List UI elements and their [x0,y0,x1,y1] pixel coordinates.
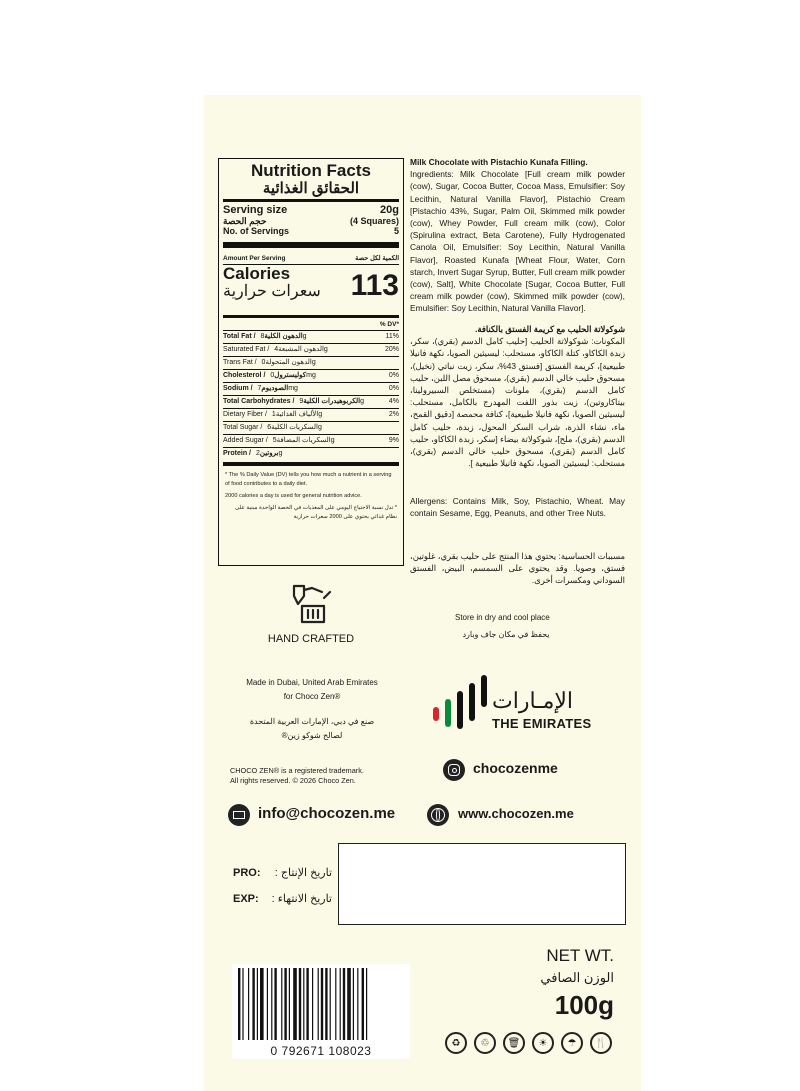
nutrient-dv: 20% [384,346,399,353]
nutrient-row [223,408,399,421]
nutrient-name: Total Sugar / السكريات الكلية [223,424,318,431]
nutrient-label [223,448,282,460]
nutrient-name: Total Carbohydrates / الكربوهيدرات الكلية [223,398,361,405]
pro-label-ar: تاريخ الإنتاج : [274,867,332,879]
serving-size-ar: حجم الحصة [223,216,267,226]
calories-value: 113 [350,269,399,302]
instagram-icon [443,759,465,781]
net-weight-value: 100g [554,990,614,1020]
nutrition-title: Nutrition Facts [251,161,371,180]
nutrition-title-ar: الحقائق الغذائية [262,180,360,197]
nutrient-label [223,383,298,395]
umbrella-icon: ☂ [561,1032,583,1054]
nutrient-label [223,344,328,356]
nutrient-amount: 2g [255,450,283,457]
food-safe-icon: 🍴 [590,1032,612,1054]
ingredients-ar [410,323,625,469]
ingredients-title-ar: شوكولاتة الحليب مع كريمة الفستق بالكنافة. [475,324,625,334]
sun-icon: ☀ [532,1032,554,1054]
nutrient-amount: 8g [260,333,307,340]
recycle-arrows-icon: ♲ [474,1032,496,1054]
nutrient-row [223,395,399,408]
nutrient-row [223,369,399,382]
instagram-handle[interactable]: chocozenme [473,760,558,776]
calories-label: Calories [223,264,291,283]
nutrient-row [223,382,399,395]
serving-size-label: Serving size [223,204,288,216]
nutrient-label [223,357,316,369]
nutrient-row [223,434,399,447]
allergens-ar: مسببات الحساسية: يحتوي هذا المنتج على حليب بقري، غلوتين، فستق، وصويا. وقد يحتوي على السمسم، البيض، الفستق السوداني ومكسرات أخرى. [410,551,625,586]
servings-label: No. of Servings [223,226,290,236]
made-in-line: Made in Dubai, United Arab Emirates [246,678,378,687]
nutrient-label [223,409,322,421]
nutrient-name: Added Sugar / السكريات المضافة [223,437,331,444]
trademark [230,766,364,786]
nutrient-name: Saturated Fat / الدهون المشبعة [223,346,324,353]
trademark-line-1: CHOCO ZEN® is a registered trademark. [230,766,364,775]
nutrient-label [223,370,316,382]
nutrient-row [223,343,399,356]
amount-per-serving: Amount Per Serving [223,255,286,262]
nutrient-dv: 0% [388,385,399,392]
nutrient-amount: 0mg [270,372,316,379]
made-in-ar [220,715,404,743]
ingredients-en [410,156,625,315]
nutrient-amount: 9g [299,398,365,405]
nutrient-name: Cholesterol / كوليسترول [223,372,307,379]
net-wt-label-ar: الوزن الصافي [540,970,614,985]
nutrient-amount: 0g [261,359,316,366]
email-icon [228,804,250,826]
barcode-number: 0 792671 108023 [270,1044,372,1058]
barcode-bars [232,968,410,1044]
nutrient-amount: 7mg [257,385,298,392]
hand-crafted-label: HAND CRAFTED [267,633,355,645]
allergens-en: Allergens: Contains Milk, Soy, Pistachio, Wheat. May contain Sesame, Egg, Peanuts, and other Tree Nuts. [410,496,625,519]
storage-text: Store in dry and cool place [455,613,550,622]
pro-label: PRO: [233,867,261,879]
emirates-ar: الإمـارات [492,688,574,713]
footnote-ar: * تدل نسبة الاحتياج اليومي على المغذيات في الحصة الواحدة مبنية على نظام غذائي يحتوي على 2000 سعرات حرارية [235,505,397,520]
net-wt-label: NET WT. [546,946,614,965]
nutrient-label [223,422,322,434]
barcode [232,964,410,1059]
nutrient-amount: 4g [274,346,328,353]
ingredients-title: Milk Chocolate with Pistachio Kunafa Filling. [410,157,588,167]
amount-per-serving-ar: الكمية لكل حصة [355,255,399,262]
email-link[interactable]: info@chocozen.me [258,805,396,822]
globe-icon [427,804,449,826]
bin-icon: 🗑 [503,1032,525,1054]
nutrient-label [223,435,335,447]
nutrient-label [223,396,364,408]
nutrient-label [223,331,307,343]
ingredients-body: Ingredients: Milk Chocolate [Full cream milk powder (cow), Sugar, Cocoa Butter, Cocoa Mass, Emulsifier: Soy Lecithin, Natural Vanilla Flavor], Pistachio Cream [Pistachio 43%, Sugar, Palm Oil, Skimmed milk powder (cow), Whey Powder, Full cream milk (cow), Color (Spirulina extract, Beta Carotene), Fully Hydrogenated Canola Oil, Emulsifier: Soy Lecithin, Natural Vanilla Flavor], Roasted Kunafa [Wheat Flour, Water, Corn starch, Invert Sugar Syrup, Butter, Full cream milk powder (cow), Salt], White Chocolate [Sugar, Cocoa Butter, Full cream milk powder (cow), Skimmed milk powder (cow), Emulsifier: Soy Lecithin, Natural Vanilla Flavor]. [410,169,625,314]
website-link[interactable]: www.chocozen.me [458,806,574,821]
emirates-en: THE EMIRATES [492,716,592,731]
nutrient-amount: 6g [267,424,322,431]
serving-size-value: 20g [380,204,399,216]
calories-label-ar: سعرات حرارية [223,283,321,300]
made-for-line: for Choco Zen® [283,692,341,701]
nutrient-amount: 1g [271,411,323,418]
made-in [220,676,404,704]
nutrient-name: Sodium / الصوديوم [223,385,289,392]
storage-text-ar: يحفظ في مكان جاف وبارد [462,630,550,639]
nutrient-name: Dietary Fiber / الألياف الغذائية [223,411,319,418]
exp-label: EXP: [233,893,259,905]
hand-crafted-icon [288,582,336,626]
nutrition-facts-panel [218,158,404,566]
footnote-2: 2000 calories a day is used for general nutrition advice. [225,493,362,499]
serving-size-squares: (4 Squares) [349,216,399,226]
ingredients-body-ar: المكونات: شوكولاتة الحليب [حليب كامل الدسم (بقري)، سكر، زبدة الكاكاو، كتلة الكاكاو، مستحلب: ليسيثين الصويا، نكهة فانيلا طبيعية]، كريمة الفستق [فستق 43%، سكر، زيت نباتي (نخيل)، مسحوق حليب خالي الدسم (بقري)، مسحوق مصل اللبن، حليب كامل الدسم (بقري)، ملونات (مستخلص السبيرولينا، بيتاكاروتين)، زيت بذور اللفت المهدرج بالكامل، مستحلب: ليسيثين الصويا، نكهة فانيلا طبيعية]، كنافة محمصة [دقيق القمح، ماء، نشاء الذرة، شراب السكر المحول، زبدة، حليب كامل الدسم (بقري)، ملح]، شوكولاتة بيضاء [سكر، زبدة الكاكاو، حليب كامل الدسم (بقري)، مسحوق حليب خالي الدسم (بقري)، مستحلب: ليسيثين الصويا، نكهة فانيلا طبيعية ]. [410,336,625,469]
servings-value: 5 [393,226,399,236]
date-stamp-box [338,843,626,925]
nutrient-row [223,356,399,369]
made-in-line-ar: صنع في دبي، الإمارات العربية المتحدة [249,717,375,726]
nutrient-dv: 11% [385,333,399,340]
nutrient-row [223,421,399,434]
nutrient-row [223,330,399,343]
nutrient-dv: 9% [388,437,399,444]
recycle-icon: ♻ [445,1032,467,1054]
footnote-1: * The % Daily Value (DV) tells you how much a nutrient in a serving of food contributes to a daily diet. [225,472,392,487]
exp-label-ar: تاريخ الانتهاء : [271,893,332,905]
made-for-line-ar: لصالح شوكو زين® [281,731,343,740]
trademark-line-2: All rights reserved. © 2026 Choco Zen. [230,776,356,785]
nutrient-name: Total Fat / الدهون الكلية [223,333,303,340]
nutrient-rows [223,330,399,460]
nutrient-dv: 4% [388,398,399,405]
nutrient-row [223,447,399,460]
dv-header: % DV* [379,321,399,328]
nutrient-dv: 2% [388,411,399,418]
nutrient-name: Protein / بروتين [223,450,279,457]
nutrient-amount: 5g [272,437,335,444]
uae-flag-icon [428,672,496,732]
nutrient-name: Trans Fat / الدهون المتحولة [223,359,312,366]
nutrient-dv: 0% [388,372,399,379]
